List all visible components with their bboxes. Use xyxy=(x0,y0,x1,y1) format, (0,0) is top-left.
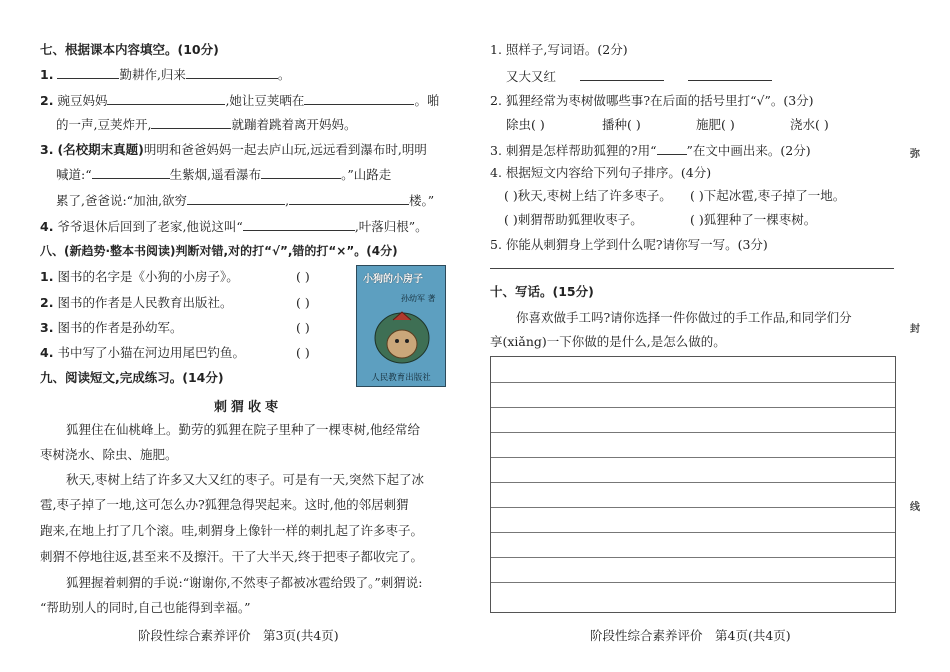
option-answer[interactable]: ( ) xyxy=(531,117,545,132)
writing-line xyxy=(491,557,895,558)
option: 播种( ) xyxy=(602,117,641,132)
order-item[interactable]: ( )狐狸种了一棵枣树。 xyxy=(690,212,817,227)
writing-line xyxy=(491,482,895,483)
blank-input[interactable] xyxy=(243,218,355,231)
section9-title: 九、阅读短文,完成练习。(14分) xyxy=(40,370,224,385)
blank-input[interactable] xyxy=(92,166,170,179)
seal-mark: 线 xyxy=(910,502,920,513)
question-r3: 3. 刺猬是怎样帮助狐狸的?用“ ”在文中画出来。(2分) xyxy=(490,143,811,158)
writing-line xyxy=(491,532,895,533)
question-r4: 4. 根据短文内容给下列句子排序。(4分) xyxy=(490,165,712,180)
blank-input[interactable] xyxy=(186,66,278,79)
judge-answer[interactable]: ( ) xyxy=(296,320,310,335)
story-line: 狐狸住在仙桃峰上。勤劳的狐狸在院子里种了一棵枣树,他经常给 xyxy=(66,422,420,437)
writing-prompt: 享(xiǎng)一下你做的是什么,是怎么做的。 xyxy=(490,334,726,349)
question-7-2: 2. 豌豆妈妈 ,她让豆荚晒在 。啪 xyxy=(40,93,440,108)
option: 除虫( ) xyxy=(506,117,545,132)
writing-prompt: 你喜欢做手工吗?请你选择一件你做过的手工作品,和同学们分 xyxy=(516,310,852,325)
order-item[interactable]: ( )秋天,枣树上结了许多枣子。 xyxy=(504,188,672,203)
question-7-2-cont: 的一声,豆荚炸开, 就蹦着跳着离开妈妈。 xyxy=(56,117,357,132)
book-author: 孙幼军 著 xyxy=(401,294,436,303)
writing-line xyxy=(491,382,895,383)
question-7-1: 1. 勤耕作,归来 。 xyxy=(40,67,291,82)
page-footer: 阶段性综合素养评价 第3页(共4页) xyxy=(138,628,339,643)
story-line: 秋天,枣树上结了许多又大又红的枣子。可是有一天,突然下起了冰 xyxy=(66,472,424,487)
answer-line[interactable] xyxy=(490,268,894,269)
book-illustration-icon xyxy=(371,306,433,366)
page-footer: 阶段性综合素养评价 第4页(共4页) xyxy=(590,628,791,643)
blank-input[interactable] xyxy=(187,192,285,205)
book-cover-image xyxy=(356,265,446,387)
judge-item: 3. 图书的作者是孙幼军。 xyxy=(40,320,183,335)
judge-item: 1. 图书的名字是《小狗的小房子》。 xyxy=(40,269,239,284)
writing-area[interactable] xyxy=(490,356,896,613)
story-line: 枣树浇水、除虫、施肥。 xyxy=(40,447,178,462)
judge-answer[interactable]: ( ) xyxy=(296,295,310,310)
story-line: 跑来,在地上打了几个滚。哇,刺猬身上像针一样的刺扎起了许多枣子。 xyxy=(40,523,423,538)
blank-input[interactable] xyxy=(107,92,225,105)
right-page xyxy=(490,0,905,672)
option-answer[interactable]: ( ) xyxy=(627,117,641,132)
order-item[interactable]: ( )刺猬帮助狐狸收枣子。 xyxy=(504,212,643,227)
seal-mark: 封 xyxy=(910,324,920,335)
section8-title: 八、(新趋势·整本书阅读)判断对错,对的打“√”,错的打“×”。(4分) xyxy=(40,244,398,258)
story-title: 刺猬收枣 xyxy=(214,400,283,415)
option-answer[interactable]: ( ) xyxy=(815,117,829,132)
writing-line xyxy=(491,507,895,508)
option: 施肥( ) xyxy=(696,117,735,132)
judge-item: 4. 书中写了小猫在河边用尾巴钓鱼。 xyxy=(40,345,245,360)
option-answer[interactable]: ( ) xyxy=(721,117,735,132)
order-item[interactable]: ( )下起冰雹,枣子掉了一地。 xyxy=(690,188,846,203)
option: 浇水( ) xyxy=(790,117,829,132)
question-r2: 2. 狐狸经常为枣树做哪些事?在后面的括号里打“√”。(3分) xyxy=(490,93,814,108)
section10-title: 十、写话。(15分) xyxy=(490,284,594,299)
story-line: 狐狸握着刺猬的手说:“谢谢你,不然枣子都被冰雹给毁了。”刺猬说: xyxy=(66,575,423,590)
story-line: “帮助别人的同时,自己也能得到幸福。” xyxy=(40,600,251,615)
judge-answer[interactable]: ( ) xyxy=(296,345,310,360)
question-7-3-cont2: 累了,爸爸说:“加油,欲穷 , 楼。” xyxy=(56,193,435,208)
question-7-3: 3. (名校期末真题)明明和爸爸妈妈一起去庐山玩,远远看到瀑布时,明明 xyxy=(40,142,427,157)
book-publisher: 人民教育出版社 xyxy=(371,373,431,383)
writing-line xyxy=(491,407,895,408)
word-answer-input[interactable] xyxy=(580,68,664,81)
seal-mark: 弥 xyxy=(910,149,920,160)
word-example: 又大又红 xyxy=(506,68,772,85)
word-answer-input[interactable] xyxy=(688,68,772,81)
section7-title: 七、根据课本内容填空。(10分) xyxy=(40,42,219,57)
book-title: 小狗的小房子 xyxy=(363,274,423,285)
writing-line xyxy=(491,457,895,458)
blank-input[interactable] xyxy=(151,116,231,129)
question-7-3-cont: 喊道:“ 生紫烟,遥看瀑布 。”山路走 xyxy=(56,167,392,182)
story-line: 雹,枣子掉了一地,这可怎么办?狐狸急得哭起来。这时,他的邻居刺猬 xyxy=(40,497,409,512)
blank-input[interactable] xyxy=(57,66,119,79)
question-7-4: 4. 爷爷退休后回到了老家,他说这叫“ ,叶落归根”。 xyxy=(40,219,428,234)
writing-line xyxy=(491,432,895,433)
blank-input[interactable] xyxy=(289,192,409,205)
underline-mark xyxy=(657,142,687,155)
blank-input[interactable] xyxy=(261,166,341,179)
question-r5: 5. 你能从刺猬身上学到什么呢?请你写一写。(3分) xyxy=(490,237,768,252)
judge-item: 2. 图书的作者是人民教育出版社。 xyxy=(40,295,233,310)
question-r1: 1. 照样子,写词语。(2分) xyxy=(490,42,628,57)
story-line: 刺猬不停地往返,甚至来不及擦汗。干了大半天,终于把枣子都收完了。 xyxy=(40,549,423,564)
writing-line xyxy=(491,582,895,583)
judge-answer[interactable]: ( ) xyxy=(296,269,310,284)
left-page xyxy=(40,0,465,672)
blank-input[interactable] xyxy=(304,92,414,105)
